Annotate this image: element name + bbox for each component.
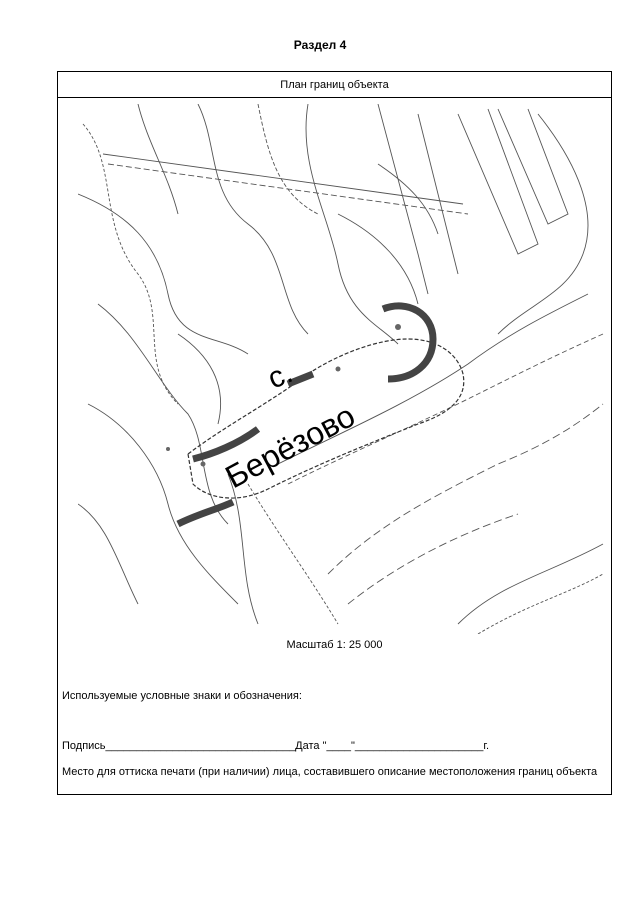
plan-frame <box>57 71 612 795</box>
map-label-prefix: с. <box>263 356 298 396</box>
boundary-highlights <box>178 306 433 524</box>
plan-header: План границ объекта <box>58 72 611 98</box>
stamp-place-text: Место для оттиска печати (при наличии) лица, составившего описание местоположения границ объекта <box>62 766 598 778</box>
legend-text: Используемые условные знаки и обозначения: <box>62 690 302 702</box>
signature-line: Подпись_______________________________Дата "____"_____________________г. <box>62 740 490 752</box>
section-title: Раздел 4 <box>293 38 347 52</box>
boundary-map <box>78 104 608 634</box>
scale-text: Масштаб 1: 25 000 <box>286 639 383 651</box>
map-label-name: Берёзово <box>219 397 361 496</box>
